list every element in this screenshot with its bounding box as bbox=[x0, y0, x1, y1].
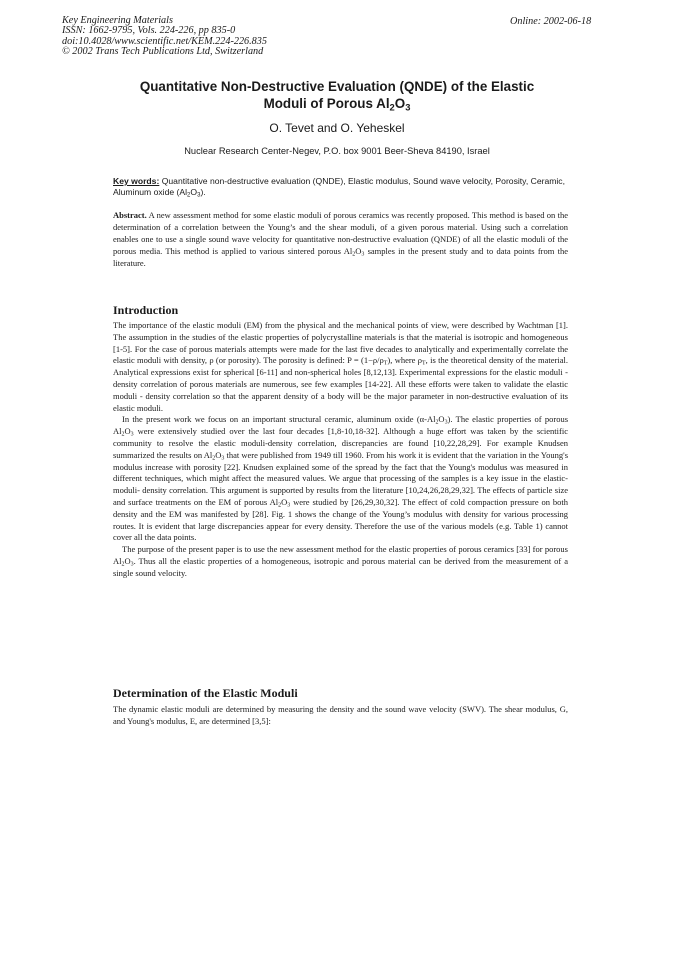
abstract: Abstract. A new assessment method for some elastic moduli of porous ceramics was recently proposed. This method is based on the determination of a correlation between the Young’s and the shear moduli, of a given porous material. Using such a correlation enables one to use a single sound wave velocity for quantitative non-destructive evaluation (QNDE) of all the elastic moduli of the porous media. This method is applied to various sintered porous $Al_2O_3$ samples in the present study and to data points from the literature. bbox=[113, 210, 568, 268]
authors: O. Tevet and O. Yeheskel bbox=[269, 121, 405, 135]
issn-line: ISSN: 1662-9795, Vols. 224-226, pp 835-0 bbox=[62, 25, 236, 37]
journal-header bbox=[62, 16, 267, 58]
journal-name: Key Engineering Materials bbox=[62, 15, 173, 26]
introduction-body bbox=[113, 320, 568, 580]
intro-paragraph-3: The purpose of the present paper is to use the new assessment method for the elastic properties of porous ceramics [33] for porous $Al_2O_3$. Thus all the elastic properties of a homogeneous, isotropic and porous material can be derived from the measurement of a single sound velocity. bbox=[113, 544, 568, 578]
title-line-2: Moduli of Porous $Al_2O_3$ bbox=[263, 95, 411, 112]
determination-body: The dynamic elastic moduli are determined by measuring the density and the sound wave velocity (SWV). The shear modulus, G, and Young's modulus, E, are determined [3,5]: bbox=[113, 704, 568, 726]
paper-title bbox=[112, 79, 562, 112]
intro-paragraph-2: In the present work we focus on an important structural ceramic, aluminum oxide $(\alpha-Al_2O_3)$. The elastic properties of porous $Al_2O_3$ were extensively studied over the last four decades [1,8-10,18-32]. Although a huge effort was taken by the scientific community to resolve the elastic moduli-density correlation, discrepancies are found [10,22,28,29]. For example Knudsen summarized the results on $Al_2O_3$ that were published from 1949 till 1960. From his work it is evident that the variation in the Young's modulus increase with porosity [22]. Knudsen explained some of the spread by the fact that the Young's modulus was measured in different techniques, which might affect the measured values. We argue that processing of the samples is a key issue in the elastic-moduli- density correlation. This argument is supported by results from the literature [10,24,26,28,29,32]. The effects of particle size and surface treatments on the EM of porous $Al_2O_3$ were studied by [26,29,30,32]. The effect of cold compaction pressure on both density and the EM was manifested by [28]. Fig. 1 shows the change of the Young’s modulus with density for various processing routes. It is evident that large discrepancies appear for every density. Therefore the use of the various models (e.g. Table 1) cannot cover all the data points. bbox=[113, 414, 568, 543]
keywords: Key words: Quantitative non-destructive evaluation (QNDE), Elastic modulus, Sound wave velocity, Porosity, Ceramic, Aluminum oxide $(Al_2O_3)$. bbox=[113, 176, 565, 199]
determination-heading: Determination of the Elastic Moduli bbox=[113, 686, 298, 700]
doi-line: doi:10.4028/www.scientific.net/KEM.224-226.835 bbox=[62, 35, 267, 47]
affiliation: Nuclear Research Center-Negev, P.O. box 9001 Beer-Sheva 84190, Israel bbox=[184, 146, 490, 156]
introduction-heading: Introduction bbox=[113, 303, 179, 317]
abstract-label: Abstract. bbox=[113, 210, 147, 220]
keywords-label: Key words: bbox=[113, 176, 160, 186]
online-date: Online: 2002-06-18 bbox=[510, 16, 592, 27]
intro-paragraph-1: The importance of the elastic moduli (EM) from the physical and the mechanical points of view, were described by Wachtman [1]. The assumption in the studies of the elastic properties of polycrystalline materials is that the material is isotropic and homogeneous [1-5]. For the case of porous materials attempts were made for the last five decades to analytically and experimentally correlate the elastic moduli with density, ρ (or porosity). The porosity is defined: $P = (1-\rho/\rho_T)$, where $\rho_T$, is the theoretical density of the material. Analytical expressions exist for spherical [6-11] and non-spherical holes [8,12,13]. Experimental expressions for the elastic moduli - density correlation of porous materials are numerous, see few examples [14-22]. All these efforts were taken to validate the elastic moduli - density correlation so that the apparent density of a body will be the major parameter in non-destructive evaluation of its elastic moduli. bbox=[113, 320, 568, 413]
copyright-line: © 2002 Trans Tech Publications Ltd, Switzerland bbox=[62, 46, 264, 58]
title-line-1: Quantitative Non-Destructive Evaluation (QNDE) of the Elastic bbox=[139, 79, 535, 94]
